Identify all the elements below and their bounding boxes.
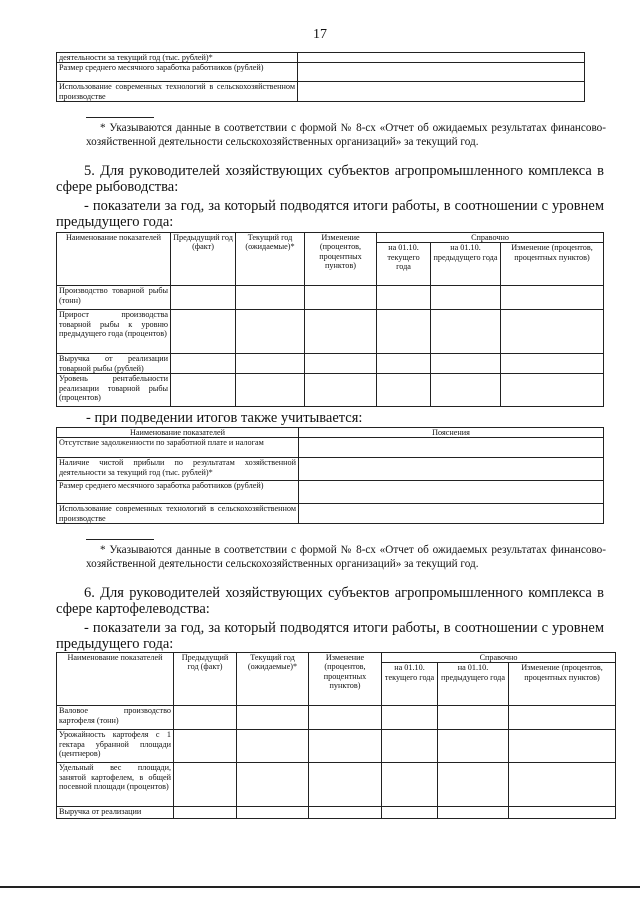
section5-heading: 5. Для руководителей хозяйствующих субъектов агропромышленного комплекса в сфере рыбоводства: — [56, 163, 604, 195]
col-header-name: Наименование показателей — [57, 233, 171, 286]
table-row: Производство товарной рыбы (тонн) — [57, 286, 171, 310]
col-header-change: Изменение (процентов, процентных пунктов) — [305, 233, 377, 286]
section6-indicators-intro: - показатели за год, за который подводятся итоги работы, в соотношении с уровнем предыдущего года: — [56, 620, 604, 652]
section6-heading: 6. Для руководителей хозяйствующих субъектов агропромышленного комплекса в сфере картофелеводства: — [56, 585, 604, 617]
table-row: Валовое производство картофеля (тонн) — [57, 706, 174, 730]
footnote-rule — [86, 539, 154, 540]
section6-indicators-table — [56, 652, 616, 819]
top-continuation-table — [56, 52, 585, 102]
table-row: Выручка от реализации — [57, 807, 174, 819]
table-row: Использование современных технологий в сельскохозяйственном производстве — [57, 504, 299, 524]
col-header-name: Наименование показателей — [57, 653, 174, 706]
footnote: * Указываются данные в соответствии с формой № 8-сх «Отчет об ожидаемых результатах финансово-хозяйственной деятельности сельскохозяйственных организаций» за текущий год. — [86, 122, 606, 148]
section5-indicators-intro: - показатели за год, за который подводятся итоги работы, в соотношении с уровнем предыдущего года: — [56, 198, 604, 230]
footnote-rule — [86, 117, 154, 118]
col-header-ref-change: Изменение (процентов, процентных пунктов) — [509, 663, 616, 706]
table-row: Урожайность картофеля с 1 гектара убранной площади (центнеров) — [57, 730, 174, 763]
col-header-prev: Предыдущий год (факт) — [171, 233, 236, 286]
col-header-ref: Справочно — [377, 233, 604, 243]
col-header-curr: Текущий год (ожидаемые)* — [237, 653, 309, 706]
section5-also-intro: - при подведении итогов также учитывается: — [86, 410, 363, 426]
table-row: Использование современных технологий в сельскохозяйственном производстве — [57, 82, 298, 102]
col-header-ref-curr: на 01.10. текущего года — [377, 243, 431, 286]
table-row: Отсутствие задолженности по заработной плате и налогам — [57, 438, 299, 458]
table-row: деятельности за текущий год (тыс. рублей)* — [57, 53, 298, 63]
table-row: Размер среднего месячного заработка работников (рублей) — [57, 63, 298, 82]
page-number: 17 — [313, 27, 327, 42]
table-row: Удельный вес площади, занятой картофелем, в общей посевной площади (процентов) — [57, 763, 174, 807]
col-header-notes: Пояснения — [299, 428, 604, 438]
col-header-ref-change: Изменение (процентов, процентных пунктов) — [501, 243, 604, 286]
section5-indicators-table — [56, 232, 604, 407]
section5-also-table — [56, 427, 604, 524]
table-row: Прирост производства товарной рыбы к уровню предыдущего года (процентов) — [57, 310, 171, 354]
table-row: Наличие чистой прибыли по результатам хозяйственной деятельности за текущий год (тыс. рублей)* — [57, 458, 299, 481]
col-header-ref-prev: на 01.10. предыдущего года — [438, 663, 509, 706]
col-header-change: Изменение (процентов, процентных пунктов) — [309, 653, 382, 706]
col-header-ref-curr: на 01.10. текущего года — [382, 663, 438, 706]
col-header-ref: Справочно — [382, 653, 616, 663]
table-row: Размер среднего месячного заработка работников (рублей) — [57, 481, 299, 504]
table-row: Выручка от реализации товарной рыбы (рублей) — [57, 354, 171, 374]
col-header-curr: Текущий год (ожидаемые)* — [236, 233, 305, 286]
section5-footnote: * Указываются данные в соответствии с формой № 8-сх «Отчет об ожидаемых результатах финансово-хозяйственной деятельности сельскохозяйственных организаций» за текущий год. — [86, 544, 606, 570]
table-row: Уровень рентабельности реализации товарной рыбы (процентов) — [57, 374, 171, 407]
col-header-ref-prev: на 01.10. предыдущего года — [431, 243, 501, 286]
col-header-name: Наименование показателей — [57, 428, 299, 438]
col-header-prev: Предыдущий год (факт) — [174, 653, 237, 706]
page-bottom-rule — [0, 886, 640, 888]
